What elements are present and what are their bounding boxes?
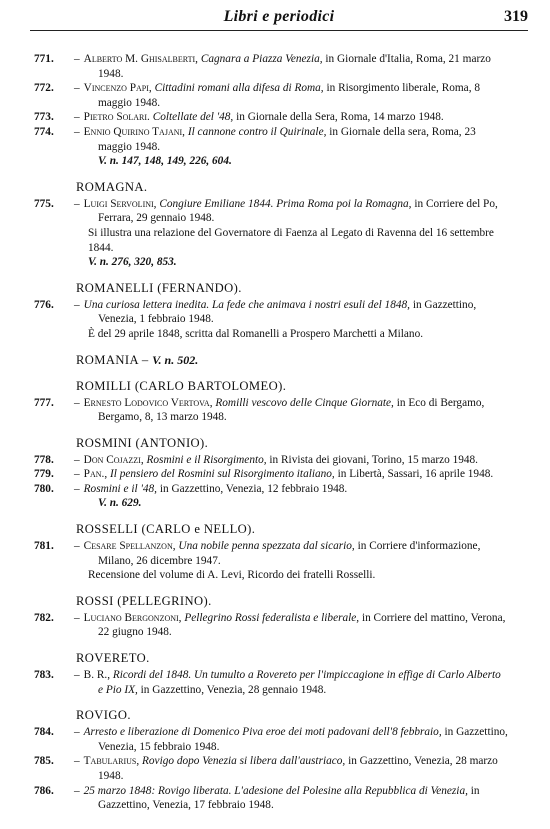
bibliography-entry: 775. – Luigi Servolini, Congiure Emiliane 1844. Prima Roma poi la Romagna, in Corriere del Po, Ferrara, 29 gennaio 1948. [34,197,498,225]
entry-title: Il pensiero del Rosmini sul Risorgimento italiano, [109,468,335,481]
entry-author: Cesare Spellanzon, [83,540,176,553]
entry-title: Cittadini romani alla difesa di Roma, [154,82,324,95]
entry-source: in Giornale della sera, Roma, 23 maggio 1948. [98,125,476,153]
entry-number: 771. [34,53,54,65]
entry-title: Coltellate del '48, [152,111,234,124]
bibliography-entry: 776. – Una curiosa lettera inedita. La fede che animava i nostri esuli del 1848, in Gazzettino, Venezia, 1 febbraio 1948. [34,298,477,326]
bibliography-entry: 778. – Don Cojazzi, Rosmini e il Risorgimento, in Rivista dei giovani, Torino, 15 marzo 1948. [34,453,479,466]
entry-author: B. R., [83,669,111,682]
bibliography-entry: 780. – Rosmini e il '48, in Gazzettino, Venezia, 12 febbraio 1948. [34,482,348,495]
cross-reference-text: V. n. 276, 320, 853. [88,256,177,269]
cross-reference [0,154,508,169]
entry-number: 783. [34,669,54,682]
running-title: Libri e periodici [223,8,335,25]
entry-title: Arresto e liberazione di Domenico Piva eroe dei moti padovani dell'8 febbraio, [83,726,442,739]
section-heading: ROVERETO. [76,651,150,666]
section-heading [0,353,550,368]
entry-source: in Gazzettino, Venezia, 28 marzo 1948. [98,755,498,782]
page-number: 319 [504,8,528,25]
cross-reference [0,255,508,270]
entry-source: in Giornale della Sera, Roma, 14 marzo 1948. [236,111,444,124]
bibliography-entry: 779. – Pan., Il pensiero del Rosmini sul Risorgimento italiano, in Libertà, Sassari, 16 aprile 1948. [34,468,494,481]
entry-source: in Giornale d'Italia, Roma, 21 marzo 1948. [98,53,491,80]
entry-author: Don Cojazzi, [83,453,144,466]
entry-author: Tabularius, [83,755,140,768]
page-header [30,8,528,31]
entry-number: 776. [34,298,54,311]
cross-reference-text: V. n. 629. [98,497,142,510]
section-heading: ROSSELLI (CARLO e NELLO). [76,522,256,537]
entry-source: in Corriere del Po, Ferrara, 29 gennaio 1948. [98,197,498,225]
bibliography-entry: 783. – B. R., Ricordi del 1848. Un tumulto a Rovereto per l'impiccagione in effige di Carlo Alberto e Pio IX, in Gazzettino, Venezia, 28 gennaio 1948. [34,669,501,696]
bibliography-entry: 772. – Vincenzo Papi, Cittadini romani alla difesa di Roma, in Risorgimento liberale, Roma, 8 maggio 1948. [34,82,480,109]
bibliography-list [0,52,550,813]
entry-number: 772. [34,82,54,95]
section-heading: ROSSI (PELLEGRINO). [76,593,212,608]
entry-author: Alberto M. Ghisalberti, [83,53,198,65]
entry-source: in Eco di Bergamo, Bergamo, 8, 13 marzo 1948. [98,396,485,424]
cross-reference [0,496,508,511]
entry-number: 782. [34,611,54,624]
entry-title: Pellegrino Rossi federalista e liberale, [184,611,360,624]
bibliography-entry: 777. – Ernesto Lodovico Vertova, Romilli vescovo delle Cinque Giornate, in Eco di Bergamo, Bergamo, 8, 13 marzo 1948. [34,396,485,424]
entry-title: Rosmini e il '48, [83,482,157,495]
entry-author: Luciano Bergonzoni, [83,611,182,624]
entry-title: Romilli vescovo delle Cinque Giornate, [215,396,394,409]
entry-source: in Libertà, Sassari, 16 aprile 1948. [337,468,494,481]
entry-author: Pan., [83,468,108,481]
bibliography-entry: 785. – Tabularius, Rovigo dopo Venezia si libera dall'austriaco, in Gazzettino, Venezia, 28 marzo 1948. [34,755,498,782]
entry-title: Il cannone contro il Quirinale, [187,125,327,138]
entry-author: Pietro Solari. [83,111,150,124]
entry-source: in Gazzettino, Venezia, 12 febbraio 1948. [159,482,348,495]
section-heading: ROVIGO. [76,708,131,723]
bibliography-entry: 782. – Luciano Bergonzoni, Pellegrino Rossi federalista e liberale, in Corriere del mattino, Verona, 22 giugno 1948. [34,611,506,639]
entry-author: Vincenzo Papi, [83,82,152,95]
entry-note: È del 29 aprile 1848, scritta dal Romanelli a Prospero Marchetti a Milano. [88,327,424,340]
entry-title: Congiure Emiliane 1844. Prima Roma poi la Romagna, [159,197,412,210]
bibliography-entry: 774. – Ennio Quirino Tajani, Il cannone contro il Quirinale, in Giornale della sera, Roma, 23 maggio 1948. [34,125,476,153]
entry-source: in Gazzettino, Venezia, 15 febbraio 1948. [98,726,508,753]
cross-reference-text: V. n. 502. [152,352,199,367]
entry-number: 786. [34,784,54,797]
entry-number: 780. [34,482,54,495]
entry-source: in Corriere d'informazione, Milano, 26 dicembre 1947. [98,540,481,567]
entry-title: Cagnara a Piazza Venezia, [200,53,323,65]
entry-number: 774. [34,125,54,138]
entry-source: in Gazzettino, Venezia, 1 febbraio 1948. [98,298,477,326]
entry-number: 781. [34,540,54,553]
entry-number: 779. [34,468,54,481]
entry-source: in Gazzettino, Venezia, 17 febbraio 1948. [98,784,480,812]
section-heading: ROMANELLI (FERNANDO). [76,280,242,295]
bibliography-entry: 786. – 25 marzo 1848: Rovigo liberata. L'adesione del Polesine alla Repubblica di Venezia, in Gazzettino, Venezia, 17 febbraio 1948. [34,784,480,812]
entry-author: Ennio Quirino Tajani, [83,125,185,138]
section-heading-text: ROMANIA – [76,352,149,367]
entry-title: Rovigo dopo Venezia si libera dall'austriaco, [142,755,346,768]
entry-number: 784. [34,726,54,739]
entry-source: in Rivista dei giovani, Torino, 15 marzo 1948. [269,453,479,466]
cross-reference-text: V. n. 147, 148, 149, 226, 604. [98,155,232,168]
entry-number: 778. [34,453,54,466]
bibliography-entry: 784. – Arresto e liberazione di Domenico Piva eroe dei moti padovani dell'8 febbraio, in Gazzettino, Venezia, 15 febbraio 1948. [34,726,508,753]
bibliography-entry: 771. – Alberto M. Ghisalberti, Cagnara a Piazza Venezia, in Giornale d'Italia, Roma, 21 marzo 1948. [34,53,491,80]
entry-title: 25 marzo 1848: Rovigo liberata. L'adesione del Polesine alla Repubblica di Venezia, [83,784,468,797]
section-heading: ROMILLI (CARLO BARTOLOMEO). [76,378,287,393]
entry-author: Luigi Servolini, [83,197,157,210]
section-heading: ROSMINI (ANTONIO). [76,435,209,450]
bibliography-entry: 773. – Pietro Solari. Coltellate del '48, in Giornale della Sera, Roma, 14 marzo 1948. [34,111,444,124]
entry-author: Ernesto Lodovico Vertova, [83,396,213,409]
section-heading: ROMAGNA. [76,179,148,194]
entry-title: Una curiosa lettera inedita. La fede che animava i nostri esuli del 1848, [83,298,410,311]
entry-number: 773. [34,111,54,124]
entry-source: in Risorgimento liberale, Roma, 8 maggio 1948. [98,82,480,109]
entry-note: Si illustra una relazione del Governatore di Faenza al Legato di Ravenna del 16 settembre 1844. [88,226,494,254]
bibliography-entry: 781. – Cesare Spellanzon, Una nobile penna spezzata dal sicario, in Corriere d'informazione, Milano, 26 dicembre 1947. [34,540,481,567]
entry-note: Recensione del volume di A. Levi, Ricordo dei fratelli Rosselli. [88,569,376,582]
entry-title: Rosmini e il Risorgimento, [146,453,267,466]
entry-title: Ricordi del 1848. Un tumulto a Rovereto per l'impiccagione in effige di Carlo Alberto e Pio IX, [98,669,501,696]
entry-source: in Gazzettino, Venezia, 28 gennaio 1948. [140,683,327,696]
entry-number: 775. [34,197,54,210]
entry-title: Una nobile penna spezzata dal sicario, [178,540,355,553]
entry-number: 785. [34,755,54,768]
entry-number: 777. [34,396,54,409]
entry-source: in Corriere del mattino, Verona, 22 giugno 1948. [98,611,506,639]
